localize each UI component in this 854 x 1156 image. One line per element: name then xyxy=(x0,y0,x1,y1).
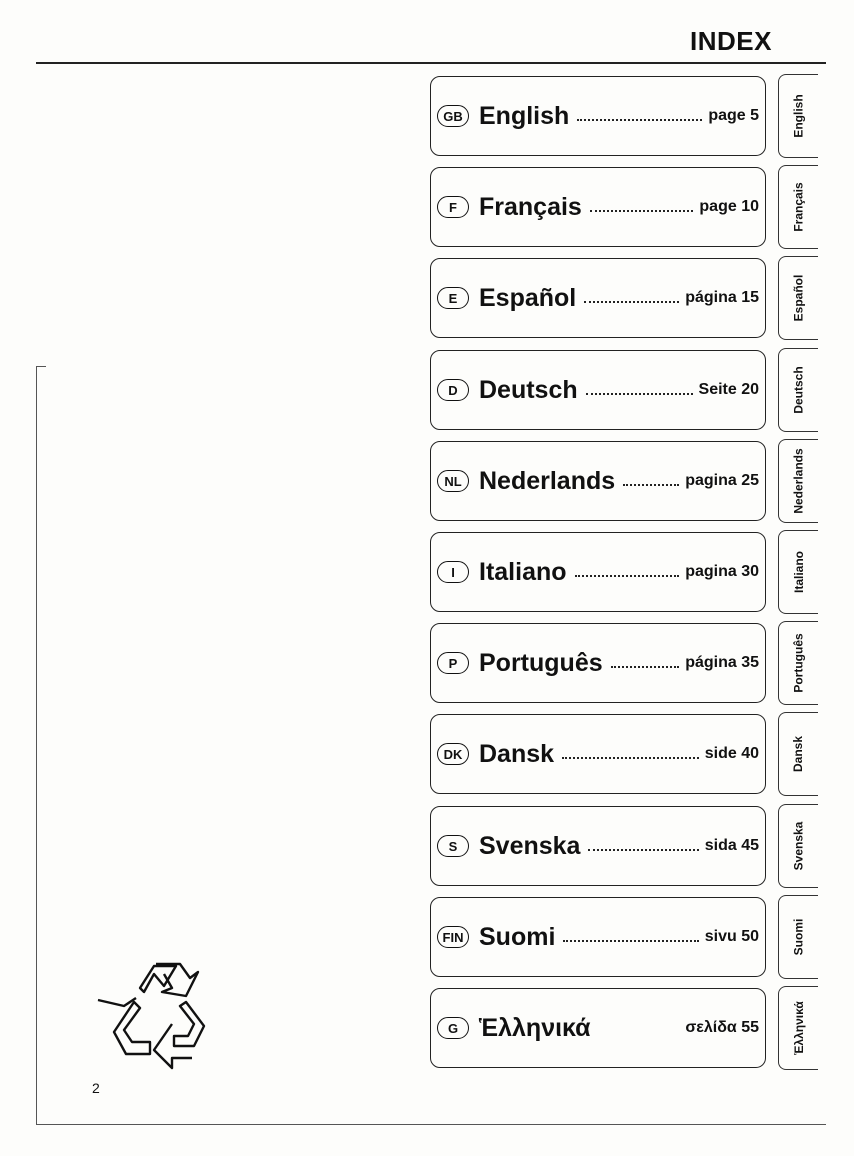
language-name: Nederlands xyxy=(479,466,616,495)
page-number: 2 xyxy=(92,1080,100,1096)
country-code-badge: P xyxy=(437,652,469,674)
side-tab[interactable] xyxy=(778,348,818,432)
language-name: Suomi xyxy=(479,922,556,951)
recycle-icon xyxy=(94,954,214,1070)
side-tab[interactable] xyxy=(778,530,818,614)
dot-leader xyxy=(577,119,702,121)
top-divider xyxy=(36,62,826,64)
country-code-badge: S xyxy=(437,835,469,857)
page-reference: page 5 xyxy=(708,107,759,124)
side-tab-label: Nederlands xyxy=(791,448,806,514)
country-code-badge: E xyxy=(437,287,469,309)
side-tab-label: Ἑλληνικά xyxy=(791,1001,806,1055)
page-title: INDEX xyxy=(690,26,772,56)
side-tab[interactable] xyxy=(778,804,818,888)
page-reference: página 35 xyxy=(685,654,759,671)
country-code-badge: DK xyxy=(437,743,469,765)
country-code-badge: FIN xyxy=(437,926,469,948)
index-entry[interactable] xyxy=(430,441,766,521)
index-entry[interactable] xyxy=(430,897,766,977)
page-reference: Seite 20 xyxy=(698,381,759,398)
side-tab-label: Deutsch xyxy=(791,366,806,414)
index-entry[interactable] xyxy=(430,258,766,338)
language-name: Deutsch xyxy=(479,375,578,404)
language-name: Español xyxy=(479,283,577,312)
language-name: Português xyxy=(479,648,603,677)
side-tab[interactable] xyxy=(778,895,818,979)
language-name: Français xyxy=(479,192,582,221)
page-reference: sida 45 xyxy=(704,837,759,854)
side-tab-label: Svenska xyxy=(791,821,806,871)
page-reference: pagina 25 xyxy=(685,472,759,489)
page-reference: pagina 30 xyxy=(685,563,759,580)
index-entry[interactable] xyxy=(430,167,766,247)
index-entry[interactable] xyxy=(430,76,766,156)
dot-leader xyxy=(588,849,698,851)
index-entry[interactable] xyxy=(430,988,766,1068)
dot-leader xyxy=(562,757,699,759)
country-code-badge: GB xyxy=(437,105,469,127)
country-code-badge: NL xyxy=(437,470,469,492)
side-tab[interactable] xyxy=(778,439,818,523)
side-tab-label: Dansk xyxy=(791,735,806,773)
side-tab-label: Italiano xyxy=(791,550,806,594)
left-margin-tick xyxy=(36,366,46,367)
country-code-badge: I xyxy=(437,561,469,583)
dot-leader xyxy=(590,210,694,212)
dot-leader xyxy=(586,393,693,395)
side-tab-label: Português xyxy=(791,633,806,693)
dot-leader xyxy=(623,484,679,486)
left-margin-line xyxy=(36,366,37,1124)
index-entry[interactable] xyxy=(430,623,766,703)
side-tab-label: Español xyxy=(791,274,806,322)
language-name: Svenska xyxy=(479,831,581,860)
page-reference: σελίδα 55 xyxy=(685,1019,759,1036)
index-entry[interactable] xyxy=(430,714,766,794)
side-tab[interactable] xyxy=(778,986,818,1070)
dot-leader xyxy=(584,301,679,303)
index-entry[interactable] xyxy=(430,532,766,612)
page-reference: side 40 xyxy=(704,745,759,762)
language-name: English xyxy=(479,101,570,130)
side-tab[interactable] xyxy=(778,712,818,796)
country-code-badge: G xyxy=(437,1017,469,1039)
page-reference: página 15 xyxy=(685,289,759,306)
page-reference: page 10 xyxy=(699,198,759,215)
side-tab[interactable] xyxy=(778,165,818,249)
dot-leader xyxy=(575,575,680,577)
side-tab[interactable] xyxy=(778,621,818,705)
index-entry[interactable] xyxy=(430,350,766,430)
country-code-badge: F xyxy=(437,196,469,218)
side-tab-label: Suomi xyxy=(791,918,806,956)
country-code-badge: D xyxy=(437,379,469,401)
side-tab[interactable] xyxy=(778,74,818,158)
dot-leader xyxy=(563,940,698,942)
side-tab-label: Français xyxy=(791,182,806,232)
language-name: Ἑλληνικά xyxy=(479,1013,591,1042)
language-name: Italiano xyxy=(479,557,567,586)
side-tab[interactable] xyxy=(778,256,818,340)
side-tab-label: English xyxy=(791,94,806,138)
index-entry[interactable] xyxy=(430,806,766,886)
language-name: Dansk xyxy=(479,739,555,768)
bottom-divider xyxy=(36,1124,826,1125)
page-reference: sivu 50 xyxy=(704,928,759,945)
dot-leader xyxy=(611,666,680,668)
